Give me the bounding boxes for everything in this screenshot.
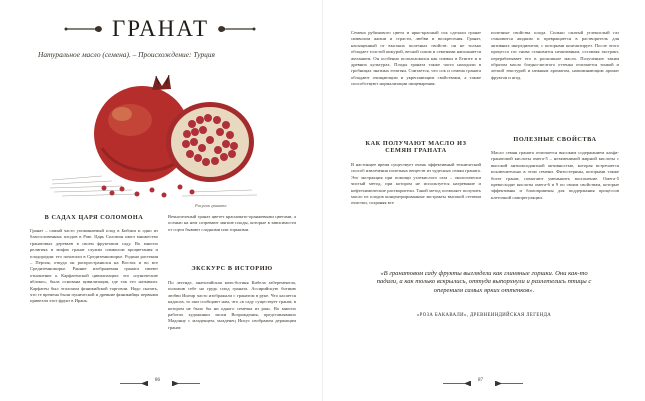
page-title: ГРАНАТ — [112, 16, 210, 41]
image-caption: Рисунок граната — [195, 203, 227, 208]
title-row — [60, 16, 260, 46]
page-number: 86 — [155, 378, 160, 383]
ornament-right-icon — [216, 24, 256, 34]
section-text-benefits: Масло семян граната отличается высоким содержанием альфа-гранатовой кислоты омега-5 – незаменимой жирной кислоты с высокой антиоксидантной активностью, которая встречается исключительно в этом семени. Фитостерины, которыми также богат гранат, помогают уменьшить воспаление. Омега-5 превосходят кислоты омега-6 и 9 по своим свойствам, которые эффективны и благоприятны для поддержания процессов клеточной саморегуляции. — [491, 150, 619, 200]
right-col2-text: полезные свойства плода. Сильно сжатый углекислый газ становится жидким и превращается в растворитель для активных ингредиентов, с которыми контактирует. После этого процесса газ снова становится неактивным, оставляя экстракт, перерабатывает его в роскошное масло. Полученное таким образом масло бледно-желтого оттенка отличается тонкой и легкой текстурой и нежным ароматом, напоминающим аромат фруктов и ягод. — [491, 30, 619, 80]
legend-quote: «В гранатовом саду фрукты выглядели как глиняные горшки. Они как-то падали, а как только вскрылись, оттуда выпорхнули и разлетелись птицы с оперением самых ярких оттенков». — [376, 270, 592, 294]
page-ornament-icon — [443, 381, 471, 386]
right-page — [323, 0, 645, 401]
page-ornament-icon — [120, 381, 148, 386]
page-ornament-icon — [495, 381, 523, 386]
ornament-left-icon — [64, 24, 104, 34]
page-number: 87 — [478, 378, 483, 383]
section-text-history: По легенде, анатолийская мать-богиня Кибела забеременела, положив себе на грудь плод граната. Ассирийскую богиню любви Иштар часто изображали с гранатом в руке. Что касается кадисов, то они сообщают нам, что «в саду существует гранат, в котором не было бы ни одного семечка из рая». Во многих работах художники эпохи Возрождения, представлявших Мадонну с младенцем, младенец Иисус изображен держащим гранат. — [168, 280, 296, 330]
pomegranate-illustration — [42, 62, 277, 202]
page-ornament-icon — [172, 381, 200, 386]
section-heading-solomon: В САДАХ ЦАРЯ СОЛОМОНА — [44, 214, 144, 221]
section-text-extraction: В настоящее время существует очень эффективный технический способ извлечения полезных веществ из чудесных семян граната. Это экстракция при помощи углекислого газа – экологически чистый метод, при котором не используется нагревание и нефтехимические растворители. Такой метод позволяет получить масло из плодов концентрированные экстракты высокой степени очистки, сохраняя все — [351, 162, 481, 206]
subtitle: Натуральное масло (семена). – Происхождение: Турция — [38, 50, 215, 59]
page-number-left — [120, 378, 200, 388]
section-heading-history: ЭКСКУРС В ИСТОРИЮ — [191, 265, 273, 272]
quote-source: «РОЗА БАКАВАЛИ», ДРЕВНЕИНДИЙСКАЯ ЛЕГЕНДА — [416, 313, 552, 318]
section-heading-extraction: КАК ПОЛУЧАЮТ МАСЛО ИЗ СЕМЯН ГРАНАТА — [365, 140, 467, 154]
section-text-solomon: Гранат – самый часто упоминаемый плод в Библии и одно из благословенных плодов в Раю. Царь Соломон имел множество гранатовых деревьев в своем фруктовом саду. Во многих религиях и мифах гранат служил символом процветания и плодородия: его почитали в Средиземноморье. Родина растения – Персия, откуда он распространился на Восток и во все Средиземноморье. Ранние изображения граната имеют отношение к Карфагенской цивилизации: это «пунические яблоки», была основана цивилизация, где так его называли. Карфаген был эталоном финикийской торговли. Надо сказать, что те времена были пунической и древние финикийцы первыми привезли этот фрукт в Ирань. — [30, 228, 158, 304]
page-number-right — [443, 378, 523, 388]
section-heading-benefits: ПОЛЕЗНЫЕ СВОЙСТВА — [513, 136, 597, 143]
right-col1-text: Семена рубинового цвета и ярко-красный сок сделали гранат символом жизни и страсти, любви и воскресения. Гранат, насыщенный от высоких полезных свойств: он не только обладает толстой кожурой, весной соком и семенами наполняется желанием. Он особенно использовался как символ в Египте и в древних культурах. Плоды граната также часто находили в гробницах знатных египтян. Считается, что сок и семена граната обладают очищающим и укрепляющим свойствами, а также способствуют нормализации пищеварения. — [351, 30, 481, 87]
col2-intro-text: Вечнозеленый гранат цветет красновато-оранжевыми цветами, а осенью на нем созревают мягкие плоды, которые в зависимости от сорта бывают сладкими или горькими. — [168, 214, 296, 232]
left-page — [0, 0, 322, 401]
